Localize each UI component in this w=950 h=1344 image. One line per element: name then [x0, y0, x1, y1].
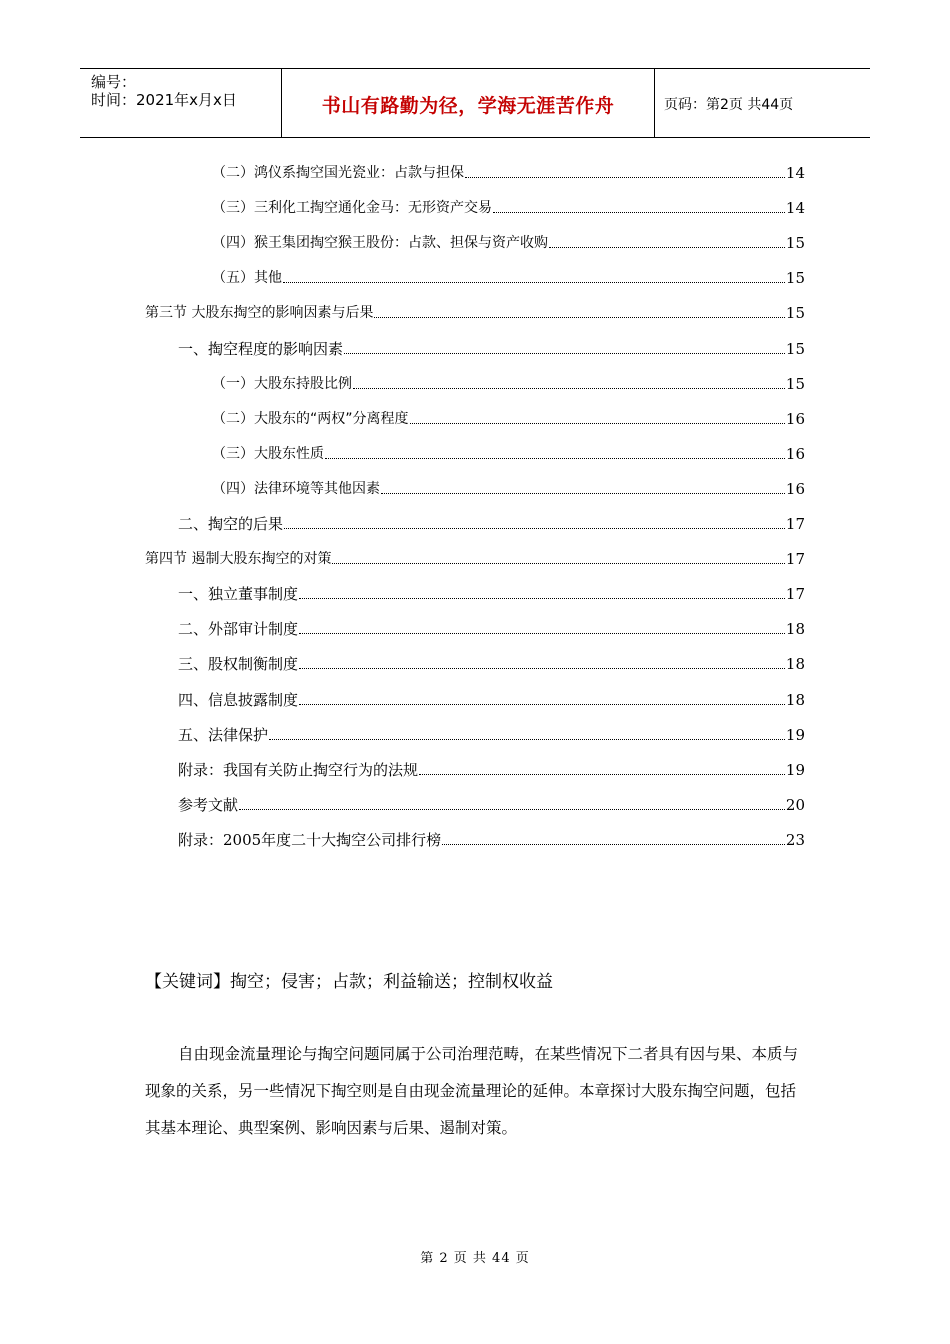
- toc-dot-leader: [239, 809, 785, 810]
- toc-entry[interactable]: [212, 441, 805, 463]
- toc-dot-leader: [283, 282, 785, 283]
- toc-entry-page: 17: [785, 550, 805, 569]
- toc-entry[interactable]: [178, 827, 805, 849]
- toc-entry[interactable]: [178, 792, 805, 814]
- document-date: 时间：2021年x月x日: [91, 91, 237, 109]
- toc-entry-page: 19: [785, 760, 805, 779]
- toc-entry-title: （五）其他: [212, 270, 282, 287]
- toc-entry[interactable]: [178, 687, 805, 709]
- toc-dot-leader: [344, 353, 785, 354]
- toc-entry[interactable]: [178, 616, 805, 638]
- toc-entry[interactable]: [212, 195, 805, 217]
- toc-entry-title: 一、掏空程度的影响因素: [178, 339, 344, 358]
- toc-dot-leader: [353, 388, 785, 389]
- toc-entry-title: 第三节 大股东掏空的影响因素与后果: [145, 305, 374, 322]
- toc-entry-page: 15: [785, 304, 805, 323]
- toc-entry-page: 20: [785, 795, 805, 814]
- toc-entry-page: 23: [785, 830, 805, 849]
- toc-dot-leader: [419, 774, 785, 775]
- toc-dot-leader: [325, 458, 785, 459]
- toc-entry-title: （二）大股东的“两权”分离程度: [212, 410, 409, 427]
- toc-dot-leader: [299, 598, 785, 599]
- toc-entry-page: 18: [785, 655, 805, 674]
- toc-entry-page: 16: [785, 444, 805, 463]
- toc-dot-leader: [299, 704, 785, 705]
- toc-entry[interactable]: [178, 651, 805, 673]
- toc-dot-leader: [549, 247, 785, 248]
- toc-entry[interactable]: [178, 722, 805, 744]
- toc-entry[interactable]: [212, 371, 805, 393]
- toc-entry-title: 附录：我国有关防止掏空行为的法规: [178, 760, 419, 779]
- toc-entry[interactable]: [178, 757, 805, 779]
- toc-entry-page: 16: [785, 479, 805, 498]
- header-motto: 书山有路勤为径，学海无涯苦作舟: [321, 95, 615, 117]
- toc-entry-title: （四）猴王集团掏空猴王股份：占款、担保与资产收购: [212, 235, 548, 252]
- toc-dot-leader: [410, 423, 785, 424]
- toc-entry-title: 五、法律保护: [178, 725, 269, 744]
- toc-dot-leader: [442, 844, 785, 845]
- toc-dot-leader: [332, 563, 784, 564]
- toc-dot-leader: [299, 633, 785, 634]
- toc-entry-title: （四）法律环境等其他因素: [212, 480, 380, 497]
- keywords-line: 【关键词】掏空；侵害；占款；利益输送；控制权收益: [145, 972, 553, 992]
- page-header: [80, 68, 870, 138]
- toc-entry-page: 15: [785, 269, 805, 288]
- toc-entry-title: （二）鸿仪系掏空国光瓷业：占款与担保: [212, 165, 464, 181]
- toc-entry[interactable]: [212, 476, 805, 498]
- page-footer: 第 2 页 共 44 页: [420, 1251, 530, 1266]
- toc-entry[interactable]: [212, 230, 805, 252]
- toc-dot-leader: [381, 493, 785, 494]
- header-motto-cell: [282, 69, 655, 137]
- toc-entry-title: 四、信息披露制度: [178, 690, 299, 709]
- toc-dot-leader: [269, 739, 785, 740]
- toc-entry-title: 第四节 遏制大股东掏空的对策: [145, 551, 332, 568]
- header-page-info: 页码：第2页 共44页: [664, 97, 794, 113]
- toc-entry-title: 三、股权制衡制度: [178, 655, 299, 674]
- toc-entry[interactable]: [212, 160, 805, 182]
- toc-entry-page: 16: [785, 409, 805, 428]
- toc-dot-leader: [299, 668, 785, 669]
- toc-entry-title: 一、独立董事制度: [178, 585, 299, 604]
- toc-entry[interactable]: [145, 546, 805, 568]
- toc-entry-page: 19: [785, 725, 805, 744]
- toc-entry-page: 18: [785, 690, 805, 709]
- toc-entry[interactable]: [212, 406, 805, 428]
- toc-entry-title: 二、外部审计制度: [178, 620, 299, 639]
- toc-entry-page: 15: [785, 374, 805, 393]
- toc-entry-page: 14: [785, 199, 805, 218]
- toc-entry-page: 17: [785, 515, 805, 533]
- toc-entry[interactable]: [178, 336, 805, 358]
- toc-entry-title: 附录：2005年度二十大掏空公司排行榜: [178, 830, 442, 849]
- toc-dot-leader: [284, 528, 785, 529]
- header-page-cell: [655, 69, 870, 137]
- toc-entry[interactable]: [145, 300, 805, 322]
- toc-entry-page: 14: [785, 164, 805, 182]
- toc-entry-page: 15: [785, 234, 805, 253]
- toc-entry-title: （三）三利化工掏空通化金马：无形资产交易: [212, 200, 492, 217]
- toc-entry-title: （一）大股东持股比例: [212, 375, 352, 392]
- toc-entry-page: 17: [785, 585, 805, 604]
- toc-dot-leader: [465, 177, 785, 178]
- toc-entry-page: 15: [785, 339, 805, 358]
- toc-entry-page: 18: [785, 620, 805, 639]
- toc-entry-title: 二、掏空的后果: [178, 515, 284, 533]
- toc-dot-leader: [374, 317, 784, 318]
- toc-entry[interactable]: [212, 265, 805, 287]
- toc-entry-title: 参考文献: [178, 795, 239, 814]
- toc-entry[interactable]: [178, 581, 805, 603]
- intro-paragraph: 自由现金流量理论与掏空问题同属于公司治理范畴，在某些情况下二者具有因与果、本质与现象的关系，另一些情况下掏空则是自由现金流量理论的延伸。本章探讨大股东掏空问题，包括其基本理论、典型案例、影响因素与后果、遏制对策。: [145, 1045, 799, 1137]
- document-number-label: 编号：: [91, 73, 137, 91]
- toc-dot-leader: [493, 212, 785, 213]
- header-meta-cell: [80, 69, 282, 137]
- toc-entry-title: （三）大股东性质: [212, 445, 324, 462]
- toc-entry[interactable]: [178, 511, 805, 533]
